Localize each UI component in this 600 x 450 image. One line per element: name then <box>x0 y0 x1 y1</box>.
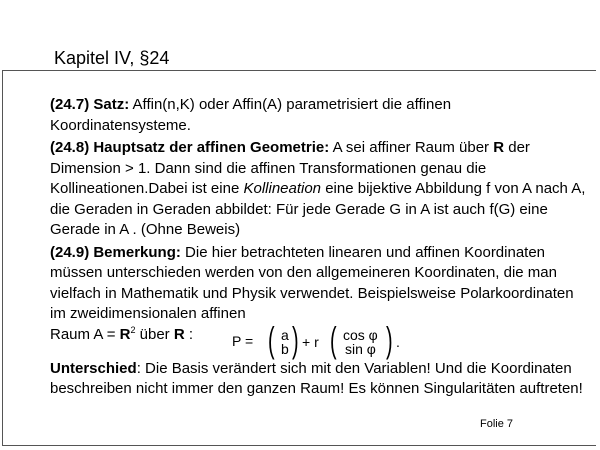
raum-sup: 2 <box>130 324 136 335</box>
paragraph-bemerkung <box>50 243 590 325</box>
hauptsatz-text-3: eine bijektive Abbildung f von A nach A, die Geraden in Geraden abbildet: Für jede Gerade G in A ist auch f(G) eine Gerade in A . (Ohne Beweis) <box>50 180 586 238</box>
slide-title: Kapitel IV, §24 <box>54 48 170 68</box>
bemerkung-text: Die hier betrachteten linearen und affinen Koordinaten müssen unterschieden werden von den allgemeineren Koordinaten, die man vielfach in Mathematik und Physik verwendet. Beispielsweise Polarkoordinaten im zweidimensionalen affinen <box>50 243 574 322</box>
satz-label: (24.7) Satz: <box>50 96 130 113</box>
bemerkung-label: (24.9) Bemerkung: <box>50 243 181 261</box>
hauptsatz-r: R <box>493 139 505 156</box>
paragraph-hauptsatz <box>50 138 590 241</box>
hauptsatz-text-1: A sei affiner Raum über <box>329 139 494 156</box>
left-paren-2: ( <box>330 318 337 360</box>
unterschied-text: : Die Basis verändert sich mit den Variablen! Und die Koordinaten beschreiben nicht immer den ganzen Raum! Es können Singularitäten auftreten! <box>50 359 583 397</box>
right-paren-2: ) <box>386 318 393 360</box>
paragraph-satz <box>50 95 590 136</box>
raum-mid: über <box>135 325 174 343</box>
hauptsatz-label: (24.8) Hauptsatz der affinen Geometrie: <box>50 139 330 156</box>
satz-text: Affin(n,K) oder Affin(A) parametrisiert die affinen Koordinatensysteme. <box>50 96 452 134</box>
vector-cos: cos φ <box>343 326 378 343</box>
formula-p-eq: P = <box>232 332 254 349</box>
right-paren-1: ) <box>292 318 299 360</box>
polar-formula-line <box>50 318 590 365</box>
formula-plus-r: + r <box>302 333 319 350</box>
slide-content <box>50 95 590 400</box>
left-paren-1: ( <box>268 318 275 360</box>
raum-colon: : <box>184 325 194 343</box>
vector-b: b <box>281 340 289 357</box>
raum-line <box>50 325 193 346</box>
unterschied-label: Unterschied <box>50 359 137 377</box>
raum-prefix: Raum A = <box>50 325 120 343</box>
hauptsatz-text-2: der Dimension > 1. Dann sind die affinen Transformationen genau die Kollineationen.Dabei ist eine <box>50 139 530 197</box>
vector-sin: sin φ <box>345 340 376 357</box>
paragraph-unterschied <box>50 359 590 400</box>
vector-a: a <box>281 326 289 343</box>
slide-number: Folie 7 <box>480 418 514 430</box>
hauptsatz-kollineation: Kollineation <box>243 180 322 197</box>
raum-r2: R <box>173 325 185 343</box>
formula-dot: . <box>396 333 400 350</box>
raum-r: R <box>119 325 131 343</box>
